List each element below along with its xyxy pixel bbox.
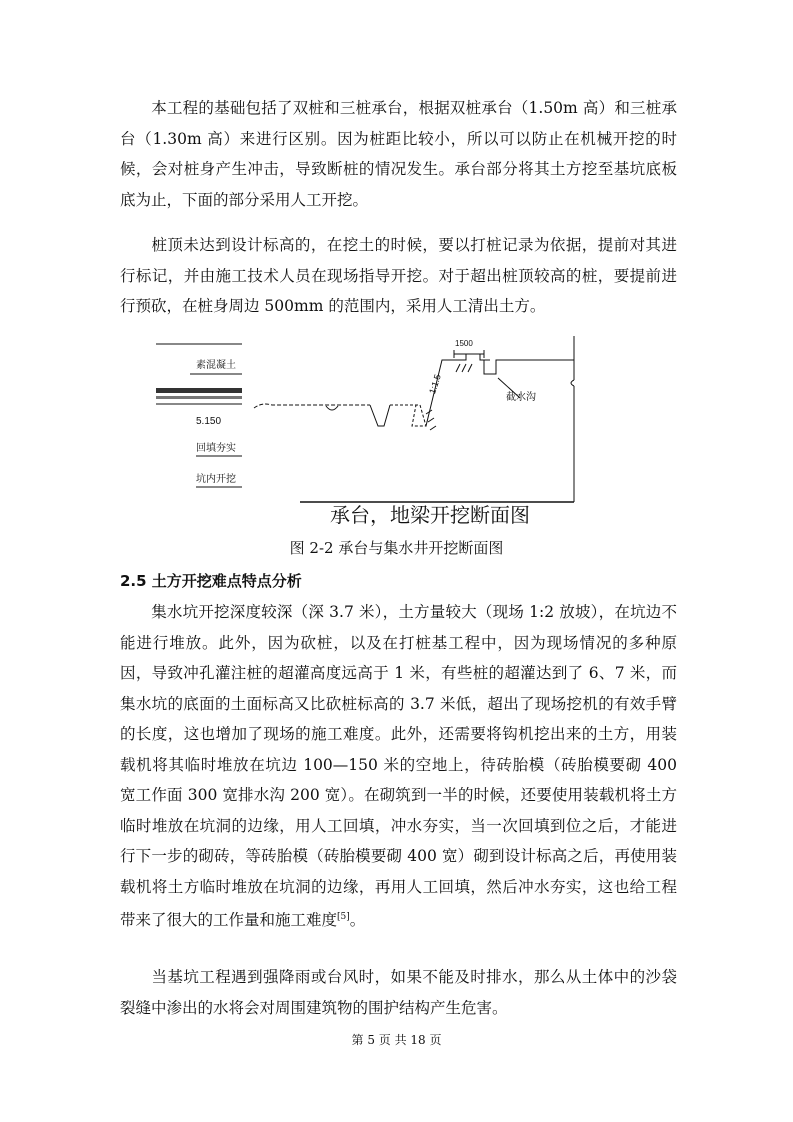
body-paragraph-2: 桩顶未达到设计标高的，在挖土的时候，要以打桩记录为依据，提前对其进行标记，并由施工技术人员在现场指导开挖。对于超出桩顶较高的桩，要提前进行预砍，在桩身周边 500mm 的范围内，采用人工清出土方。 bbox=[120, 236, 677, 315]
slope-label: 1:1.5 bbox=[427, 373, 443, 396]
figure-legend bbox=[156, 344, 242, 487]
body-paragraph-1: 本工程的基础包括了双桩和三桩承台，根据双桩承台（1.50m 高）和三桩承台（1.30m 高）来进行区别。因为桩距比较小，所以可以防止在机械开挖的时候，会对桩身产生冲击，导致断桩的情况发生。承台部分将其土方挖至基坑底板底为止，下面的部分采用人工开挖。 bbox=[120, 99, 677, 209]
body-paragraph-4: 当基坑工程遇到强降雨或台风时，如果不能及时排水，那么从土体中的沙袋裂缝中渗出的水将会对周围建筑物的围护结构产生危害。 bbox=[120, 968, 677, 1017]
dimension-label: 1500 bbox=[455, 339, 473, 348]
section-drawing bbox=[254, 336, 574, 502]
page-footer: 第 5 页 共 18 页 bbox=[351, 1033, 442, 1047]
legend-excavation: 坑内开挖 bbox=[196, 474, 236, 485]
legend-elevation: 5.150 bbox=[196, 416, 222, 427]
legend-backfill: 回填夯实 bbox=[196, 443, 236, 454]
excavation-section-figure bbox=[150, 332, 580, 532]
section-heading: 2.5 土方开挖难点特点分析 bbox=[120, 572, 302, 590]
figure-title: 承台，地梁开挖断面图 bbox=[330, 505, 530, 527]
citation: [5] bbox=[337, 912, 350, 922]
body-paragraph-3: 集水坑开挖深度较深（深 3.7 米），土方量较大（现场 1:2 放坡），在坑边不能进行堆放。此外，因为砍桩，以及在打桩基工程中，因为现场情况的多种原因，导致冲孔灌注桩的超灌高度远高于 1 米，有些桩的超灌达到了 6、7 米，而集水坑的底面的土面标高又比砍桩标高的 3.7 米低，超出了现场挖机的有效手臂的长度，这也增加了现场的施工难度。此外，还需要将钩机挖出来的土方，用装载机将其临时堆放在坑边 100—150 米的空地上，待砖胎模（砖胎模要砌 400 宽工作面 300 宽排水沟 200 宽）。在砌筑到一半的时候，还要使用装载机将土方临时堆放在坑洞的边缘，用人工回填，冲水夯实，当一次回填到位之后，才能进行下一步的砌砖，等砖胎模（砖胎模要砌 400 宽）砌到设计标高之后，再使用装载机将土方临时堆放在坑洞的边缘，再用人工回填，然后冲水夯实，这也给工程带来了很大的工作量和施工难度[5]。 bbox=[120, 603, 677, 930]
ditch-label: 截水沟 bbox=[506, 392, 536, 403]
legend-concrete: 素混凝土 bbox=[196, 360, 236, 371]
figure-caption: 图 2-2 承台与集水井开挖断面图 bbox=[289, 539, 504, 557]
legend-hatch bbox=[156, 388, 242, 393]
